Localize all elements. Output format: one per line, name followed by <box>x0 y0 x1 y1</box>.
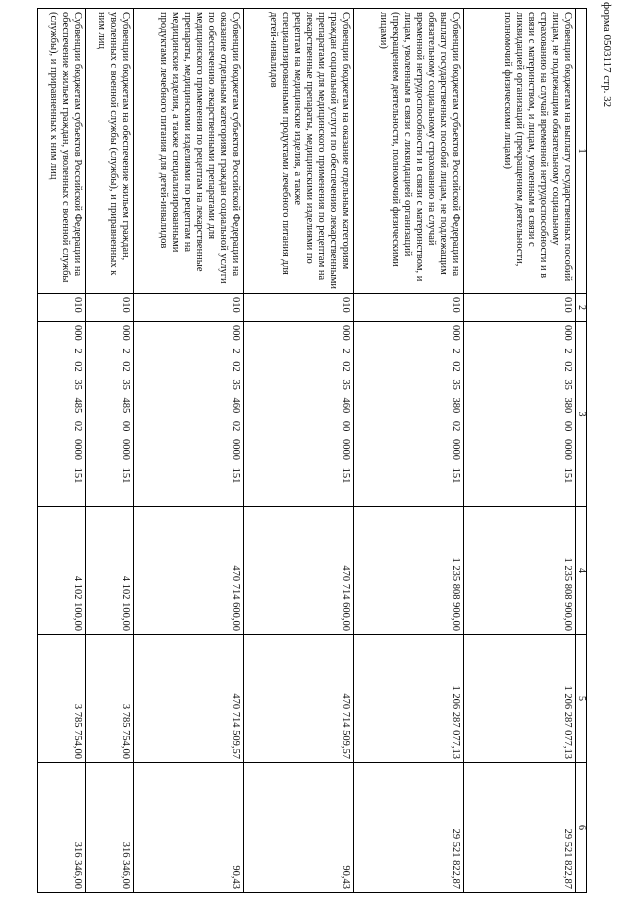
row-approved: 1 235 808 900,00 <box>464 507 576 635</box>
row-executed: 470 714 509,57 <box>134 635 244 763</box>
row-unexecuted: 90,43 <box>134 763 244 893</box>
row-line-code: 010 <box>244 294 354 322</box>
row-unexecuted: 29 521 822,87 <box>464 763 576 893</box>
income-table <box>37 8 587 893</box>
row-executed: 3 785 754,00 <box>38 635 86 763</box>
row-name: Субвенции бюджетам субъектов Российской Федерации на оказание отдельным категориям граждан социальной услуги по обеспечению лекарственными препаратами для медицинского применения по рецептам на лекарственные препараты, медицинскими изделиями по рецептам на медицинские изделия, а также специализированными продуктами лечебного питания для детей-инвалидов <box>134 9 244 294</box>
rotated-page <box>48 8 587 892</box>
row-income-code: 000 2 02 35 460 00 0000 151 <box>244 322 354 507</box>
row-income-code: 000 2 02 35 380 02 0000 151 <box>354 322 464 507</box>
table-row <box>464 9 576 893</box>
form-page-label: форма 0503117 стр. 32 <box>601 2 613 108</box>
row-approved: 470 714 600,00 <box>244 507 354 635</box>
row-name: Субвенции бюджетам на оказание отдельным категориям граждан социальной услуги по обеспечению лекарственными препаратами для медицинского применения по рецептам на лекарственные препараты, медицинскими изделиями по рецептам на медицинские изделия, а также специализированными продуктами лечебного питания для детей-инвалидов <box>244 9 354 294</box>
row-income-code: 000 2 02 35 485 00 0000 151 <box>86 322 134 507</box>
row-line-code: 010 <box>38 294 86 322</box>
column-number-row <box>576 9 587 893</box>
column-number: 3 <box>576 322 587 507</box>
table-row <box>38 9 86 893</box>
row-line-code: 010 <box>86 294 134 322</box>
table-row <box>354 9 464 893</box>
row-unexecuted: 316 346,00 <box>38 763 86 893</box>
row-executed: 470 714 509,57 <box>244 635 354 763</box>
row-executed: 3 785 754,00 <box>86 635 134 763</box>
column-number: 6 <box>576 763 587 893</box>
row-executed: 1 206 287 077,13 <box>464 635 576 763</box>
row-name: Субвенции бюджетам субъектов Российской Федерации на обеспечение жильем граждан, уволенных с военной службы (службы), и приравненных к ним лиц <box>38 9 86 294</box>
row-line-code: 010 <box>464 294 576 322</box>
row-name: Субвенции бюджетам субъектов Российской Федерации на выплату государственных пособий лицам, не подлежащим обязательному социальному страхованию на случай временной нетрудоспособности и в связи с материнством, и лицам, уволенным в связи с ликвидацией организаций (прекращением деятельности, полномочий физическими лицами) <box>354 9 464 294</box>
row-income-code: 000 2 02 35 380 00 0000 151 <box>464 322 576 507</box>
column-number: 2 <box>576 294 587 322</box>
row-line-code: 010 <box>134 294 244 322</box>
row-line-code: 010 <box>354 294 464 322</box>
column-number: 5 <box>576 635 587 763</box>
table-row <box>134 9 244 893</box>
row-income-code: 000 2 02 35 485 02 0000 151 <box>38 322 86 507</box>
column-number: 1 <box>576 9 587 294</box>
row-approved: 4 102 100,00 <box>86 507 134 635</box>
row-unexecuted: 316 346,00 <box>86 763 134 893</box>
row-approved: 470 714 600,00 <box>134 507 244 635</box>
row-name: Субвенции бюджетам на обеспечение жильем граждан, уволенных с военной службы (службы), и приравненных к ним лиц <box>86 9 134 294</box>
row-unexecuted: 90,43 <box>244 763 354 893</box>
table-row <box>244 9 354 893</box>
row-name: Субвенции бюджетам на выплату государственных пособий лицам, не подлежащим обязательному социальному страхованию на случай временной нетрудоспособности и в связи с материнством, и лицам, уволенным в связи с ликвидацией организаций (прекращением деятельности, полномочий физическими лицами) <box>464 9 576 294</box>
row-unexecuted: 29 521 822,87 <box>354 763 464 893</box>
row-income-code: 000 2 02 35 460 02 0000 151 <box>134 322 244 507</box>
table-row <box>86 9 134 893</box>
row-approved: 1 235 808 900,00 <box>354 507 464 635</box>
column-number: 4 <box>576 507 587 635</box>
row-approved: 4 102 100,00 <box>38 507 86 635</box>
row-executed: 1 206 287 077,13 <box>354 635 464 763</box>
